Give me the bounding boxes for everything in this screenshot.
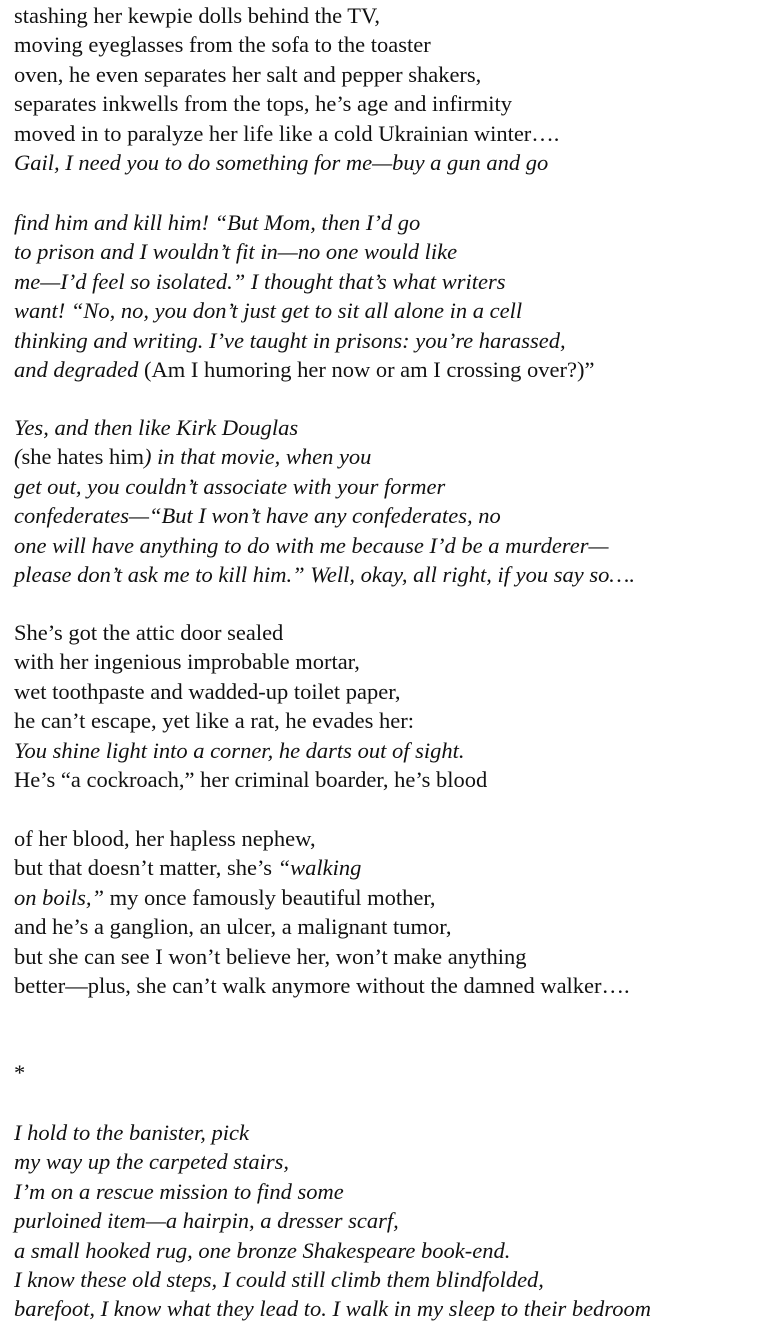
- italic-text: please don’t ask me to kill him.” Well, okay, all right, if you say so….: [14, 562, 635, 587]
- roman-text: she hates him: [21, 444, 144, 470]
- poem-line: [14, 1179, 344, 1205]
- italic-text: I’m on a rescue mission to find some: [14, 1178, 344, 1204]
- italic-text: find him and kill him! “But Mom, then I’d go: [14, 210, 421, 235]
- roman-text: (Am I humoring her now or am I crossing over?)”: [143, 357, 595, 382]
- poem-line: [14, 1267, 544, 1293]
- roman-text: but she can see I won’t believe her, won’t make anything: [14, 943, 527, 969]
- poem-line: [14, 503, 501, 529]
- italic-text: ) in that movie, when you: [143, 444, 372, 470]
- italic-text: Yes, and then like Kirk Douglas: [14, 415, 299, 440]
- italic-text: “walking: [277, 855, 362, 881]
- poem-line: [14, 973, 630, 999]
- roman-text: he can’t escape, yet like a rat, he evades her:: [14, 708, 415, 734]
- poem-line: [14, 415, 298, 441]
- poem-line: [14, 914, 451, 940]
- roman-text: better—plus, she can’t walk anymore without the damned walker….: [14, 973, 630, 998]
- poem-line: [14, 1120, 249, 1146]
- poem-line: [14, 708, 414, 734]
- roman-text: *: [14, 1060, 26, 1085]
- poem-line: [14, 649, 360, 675]
- poem-line: [14, 357, 594, 383]
- poem-line: [14, 738, 464, 764]
- poem-line: [14, 679, 400, 705]
- italic-text: to prison and I wouldn’t fit in—no one would like: [14, 239, 458, 265]
- poem-line: [14, 121, 559, 147]
- italic-text: I hold to the banister, pick: [14, 1120, 249, 1145]
- poem-line: [14, 474, 445, 500]
- roman-text: He’s “a cockroach,” her criminal boarder, he’s blood: [14, 767, 488, 792]
- roman-text: moved in to paralyze her life like a cold Ukrainian winter….: [14, 120, 560, 146]
- italic-text: (: [14, 444, 22, 470]
- roman-text: stashing her kewpie dolls behind the TV,: [14, 3, 380, 28]
- italic-text: I know these old steps, I could still climb them blindfolded,: [14, 1267, 544, 1292]
- italic-text: barefoot, I know what they lead to. I walk in my sleep to their bedroom: [14, 1296, 651, 1322]
- roman-text: and he’s a ganglion, an ulcer, a malignant tumor,: [14, 914, 452, 940]
- poem-line: [14, 269, 505, 295]
- italic-text: want! “No, no, you don’t just get to sit all alone in a cell: [14, 298, 523, 324]
- poem-line: [14, 32, 431, 58]
- italic-text: purloined item—a hairpin, a dresser scarf,: [14, 1208, 399, 1234]
- italic-text: You shine light into a corner, he darts out of sight.: [14, 737, 465, 763]
- poem-line: [14, 91, 512, 117]
- italic-text: my way up the carpeted stairs,: [14, 1149, 289, 1175]
- italic-text: one will have anything to do with me because I’d be a murderer—: [14, 532, 609, 558]
- poem-line: [14, 298, 522, 324]
- poem-line: [14, 1208, 399, 1234]
- poem-line: [14, 767, 487, 793]
- poem-line: [14, 1296, 651, 1322]
- poem-line: [14, 150, 548, 176]
- poem-line: [14, 1238, 510, 1264]
- roman-text: oven, he even separates her salt and pepper shakers,: [14, 61, 482, 87]
- roman-text: separates inkwells from the tops, he’s age and infirmity: [14, 91, 512, 117]
- poem-line: [14, 3, 380, 29]
- italic-text: get out, you couldn’t associate with your former: [14, 473, 446, 499]
- poem-line: [14, 620, 283, 646]
- poem-line: [14, 533, 608, 559]
- poem-line: [14, 1149, 289, 1175]
- italic-text: Gail, I need you to do something for me—buy a gun and go: [14, 150, 549, 175]
- poem-line: [14, 210, 420, 236]
- poem-line: [14, 944, 527, 970]
- italic-text: on boils,”: [14, 884, 105, 910]
- poem-line: [14, 328, 566, 354]
- poem-line: [14, 562, 635, 588]
- roman-text: my once famously beautiful mother,: [104, 884, 436, 910]
- roman-text: with her ingenious improbable mortar,: [14, 649, 360, 675]
- roman-text: but that doesn’t matter, she’s: [14, 855, 278, 881]
- italic-text: and degraded: [14, 357, 144, 382]
- poem-line: [14, 885, 436, 911]
- roman-text: She’s got the attic door sealed: [14, 620, 284, 645]
- poem-line: [14, 62, 481, 88]
- roman-text: of her blood, her hapless nephew,: [14, 826, 316, 851]
- poem-line: [14, 444, 371, 470]
- poem-line: [14, 855, 361, 881]
- roman-text: moving eyeglasses from the sofa to the toaster: [14, 32, 431, 58]
- italic-text: me—I’d feel so isolated.” I thought that’s what writers: [14, 268, 506, 294]
- poem-line: [14, 239, 457, 265]
- section-divider-asterisk: [14, 1060, 25, 1086]
- poem-line: [14, 826, 316, 852]
- italic-text: thinking and writing. I’ve taught in prisons: you’re harassed,: [14, 327, 566, 353]
- italic-text: a small hooked rug, one bronze Shakespeare book-end.: [14, 1237, 511, 1263]
- italic-text: confederates—“But I won’t have any confederates, no: [14, 503, 501, 529]
- roman-text: wet toothpaste and wadded-up toilet paper,: [14, 678, 401, 704]
